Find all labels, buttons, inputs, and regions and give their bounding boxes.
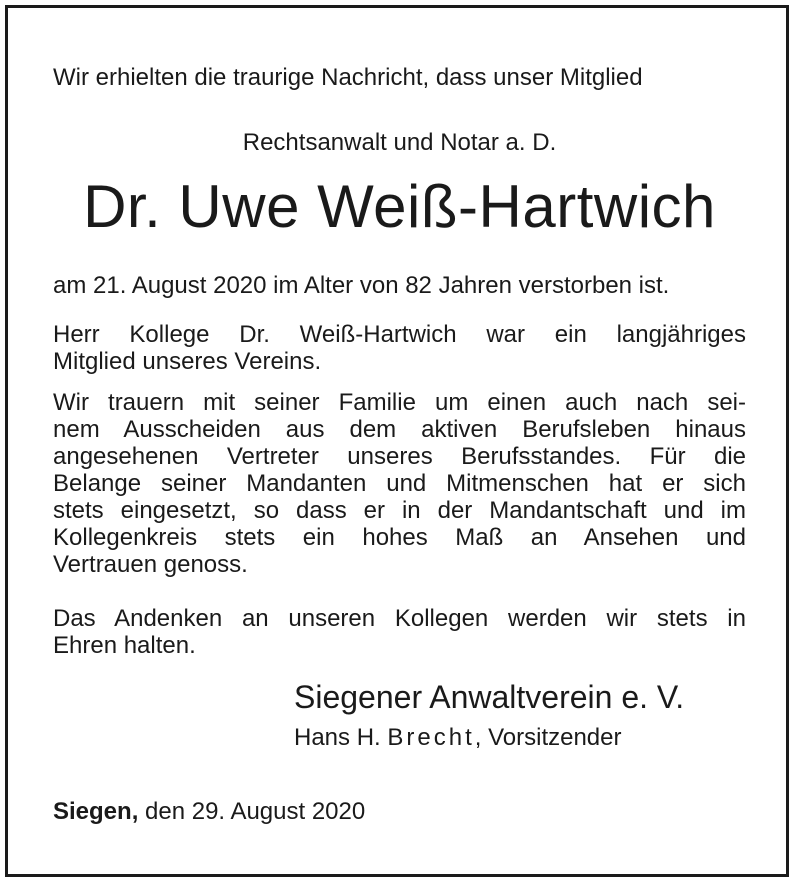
organization-name: Siegener Anwaltverein e. V. [294, 679, 685, 715]
deceased-name: Dr. Uwe Weiß-Hartwich [83, 173, 716, 240]
paragraph-line: Belange seiner Mandanten und Mitmenschen hat er sich [53, 470, 746, 497]
paragraph-remembrance [53, 605, 746, 659]
paragraph-line: Das Andenken an unseren Kollegen werden wir stets in [53, 605, 746, 632]
paragraph-line: Ehren halten. [53, 632, 196, 659]
paragraph-line: Kollegenkreis stets ein hohes Maß an Ansehen und [53, 524, 746, 551]
paragraph-line: Wir trauern mit seiner Familie um einen auch nach sei- [53, 389, 746, 416]
title-prefix: Rechtsanwalt und Notar a. D. [242, 129, 557, 156]
signer-surname: Brecht [387, 724, 475, 751]
signer-role: , Vorsitzender [474, 724, 622, 751]
intro-text: Wir erhielten die traurige Nachricht, dass unser Mitglied [53, 64, 643, 91]
paragraph-membership [53, 321, 746, 375]
death-line: am 21. August 2020 im Alter von 82 Jahren verstorben ist. [53, 272, 670, 299]
notice-date: den 29. August 2020 [138, 798, 366, 825]
place-name: Siegen, [53, 798, 139, 825]
place-date-line [53, 797, 365, 827]
signer-line [294, 723, 622, 753]
paragraph-mourning [53, 389, 746, 578]
paragraph-line: Vertrauen genoss. [53, 551, 248, 578]
paragraph-line: Mitglied unseres Vereins. [53, 348, 322, 375]
paragraph-line: stets eingesetzt, so dass er in der Mandantschaft und im [53, 497, 746, 524]
paragraph-line: Herr Kollege Dr. Weiß-Hartwich war ein langjähriges [53, 321, 746, 348]
signer-first: Hans H. [294, 724, 388, 751]
paragraph-line: angesehenen Vertreter unseres Berufsstandes. Für die [53, 443, 746, 470]
paragraph-line: nem Ausscheiden aus dem aktiven Berufsleben hinaus [53, 416, 746, 443]
